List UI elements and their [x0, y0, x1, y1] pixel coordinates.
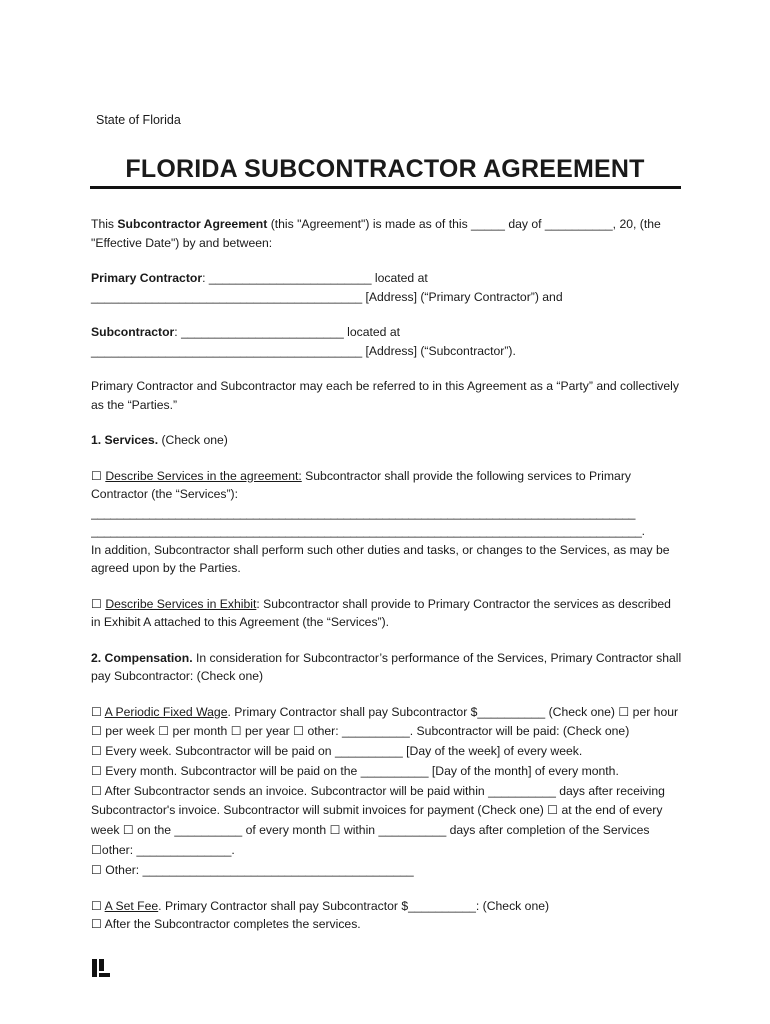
set-fee-label: A Set Fee	[104, 898, 159, 913]
services-option-agreement	[91, 467, 683, 504]
services-heading-bold: 1. Services.	[91, 433, 159, 447]
subcontractor-line2: ________________________________________ [Address] (“Subcontractor”).	[91, 343, 516, 358]
fee-after-completion-option[interactable]: ☐ After the Subcontractor completes the services.	[91, 917, 361, 932]
services-heading-note: (Check one)	[158, 433, 228, 447]
services-addition-paragraph: In addition, Subcontractor shall perform such other duties and tasks, or changes to the Services, as may be agreed upon by the Parties.	[91, 542, 670, 575]
pay-after-invoice-option[interactable]: ☐ After Subcontractor sends an invoice. Subcontractor will be paid within __________ days after receiving Subcontractor's invoice. Subcontractor will submit invoices for payment (Check one) ☐ at the end of every week ☐ on the __________ of every month ☐ within __________ days after completion of the Services ☐other: ______________.	[91, 783, 665, 858]
compensation-heading-text: In consideration for Subcontractor’s performance of the Services, Primary Contractor shall pay Subcontractor: (Check one)	[91, 650, 682, 683]
checkbox-set-fee[interactable]: ☐	[91, 898, 105, 913]
legal-templates-logo-icon	[91, 958, 111, 978]
intro-paragraph	[91, 215, 683, 252]
periodic-wage-option	[91, 703, 683, 743]
document-title: FLORIDA SUBCONTRACTOR AGREEMENT	[125, 155, 645, 183]
set-fee-text: . Primary Contractor shall pay Subcontractor $__________: (Check one)	[158, 898, 550, 913]
document-body	[91, 215, 683, 934]
services-agreement-text: Subcontractor shall provide the following services to Primary Contractor (the “Services”):	[91, 468, 631, 501]
parties-paragraph: Primary Contractor and Subcontractor may each be referred to in this Agreement as a “Party” and collectively as the “Parties.”	[91, 379, 679, 412]
set-fee-option	[91, 897, 683, 916]
intro-pre: This	[91, 217, 118, 231]
compensation-heading: 2. Compensation.	[91, 650, 193, 665]
pay-every-month-option[interactable]: ☐ Every month. Subcontractor will be paid on the __________ [Day of the month] of every month.	[91, 763, 619, 778]
periodic-wage-text: . Primary Contractor shall pay Subcontractor $__________ (Check one) ☐ per hour ☐ per week ☐ per month ☐ per year ☐ other: __________. Subcontractor will be paid: (Check one)	[91, 704, 679, 739]
title-underline	[90, 186, 681, 189]
pay-every-week-option[interactable]: ☐ Every week. Subcontractor will be paid on __________ [Day of the week] of every week.	[91, 744, 583, 759]
primary-contractor-line2: ________________________________________ [Address] (“Primary Contractor”) and	[91, 289, 563, 304]
periodic-wage-block	[91, 703, 683, 881]
pay-other-option[interactable]: ☐ Other: ________________________________________	[91, 862, 414, 877]
periodic-wage-label: A Periodic Fixed Wage	[104, 704, 228, 719]
services-exhibit-text: : Subcontractor shall provide to Primary Contractor the services as described in Exhibit A attached to this Agreement (the “Services”).	[91, 596, 671, 629]
state-label: State of Florida	[96, 113, 181, 127]
services-heading	[91, 431, 683, 450]
subcontractor-label: Subcontractor	[91, 325, 175, 339]
checkbox-services-exhibit[interactable]: ☐	[91, 596, 106, 611]
intro-post: (this "Agreement") is made as of this _____ day of __________, 20, (the "Effective Date") by and between:	[91, 217, 661, 250]
services-exhibit-label: Describe Services in Exhibit	[105, 596, 257, 611]
primary-contractor-line1: : ________________________ located at	[202, 271, 428, 285]
subcontractor-paragraph	[91, 323, 683, 360]
checkbox-periodic-wage[interactable]: ☐	[91, 704, 105, 719]
services-agreement-label: Describe Services in the agreement:	[105, 468, 302, 483]
services-option-exhibit	[91, 595, 683, 632]
subcontractor-line1: : ________________________ located at	[174, 325, 400, 339]
services-blank-line-2: _____________________________________________________________________________________.	[91, 524, 645, 538]
primary-contractor-label: Primary Contractor	[91, 271, 203, 285]
compensation-paragraph	[91, 649, 683, 686]
checkbox-services-agreement[interactable]: ☐	[91, 468, 106, 483]
primary-contractor-paragraph	[91, 269, 683, 306]
services-blank-line-1: ____________________________________________________________________________________	[91, 505, 636, 520]
intro-bold: Subcontractor Agreement	[117, 217, 268, 231]
